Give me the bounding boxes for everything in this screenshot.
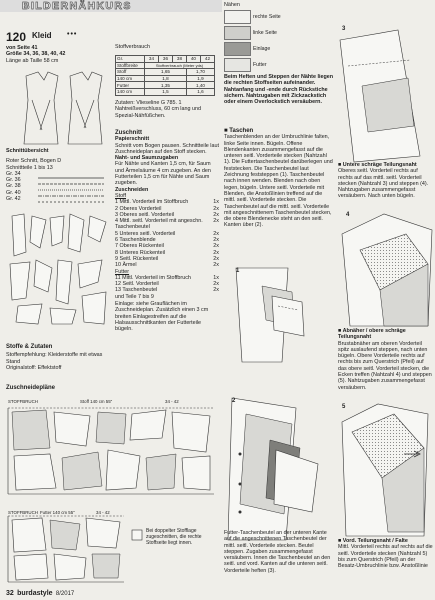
table-row bbox=[116, 88, 215, 95]
table-cell: 40 bbox=[186, 56, 200, 63]
stoff-sizes-label: 34 - 42 bbox=[165, 399, 179, 404]
naehen-heading: Nähen bbox=[224, 2, 240, 8]
legend-label-right-side: rechte Seite bbox=[253, 14, 281, 20]
futter-pieces-list bbox=[115, 275, 219, 300]
piece-qty: 2x bbox=[213, 281, 219, 288]
table-cell: 1,70 bbox=[186, 69, 214, 76]
overview-size-3: Gr. 40 bbox=[6, 189, 21, 196]
table-cell: Stoffbreite bbox=[116, 62, 145, 69]
legend-swatch-futter bbox=[224, 58, 251, 72]
difficulty-rating: ••• bbox=[67, 31, 78, 38]
figure-3-number: 3 bbox=[342, 26, 346, 32]
size-info bbox=[6, 45, 106, 64]
table-cell: 140 cm bbox=[116, 88, 145, 95]
vord-heading: ■ Vord. Teilungsnaht / Falte bbox=[338, 538, 408, 544]
figure-2 bbox=[226, 394, 334, 542]
piece-qty: 2x bbox=[213, 205, 219, 212]
table-row bbox=[116, 75, 215, 82]
pattern-title: Kleid bbox=[32, 31, 52, 40]
papierschnitt-text: Schnitt vom Bogen pausen. Schnittteile laut Zuschneideplan auf den Stoff stecken. bbox=[115, 142, 219, 155]
schraeg-heading: ■ Untere schräge Teilungsnaht bbox=[338, 162, 417, 168]
legend-swatch bbox=[132, 530, 144, 542]
futter-subheading: Futter bbox=[115, 268, 130, 275]
table-cell: 1,9 bbox=[186, 75, 214, 82]
piece-qty: 2x bbox=[213, 262, 219, 269]
zuschnitt-section bbox=[115, 130, 219, 333]
piece-qty: 2x bbox=[213, 211, 219, 218]
table-cell: 1,6 bbox=[186, 88, 214, 95]
piece-name: 13 Taschenbeutel bbox=[115, 287, 158, 294]
legend-label-futter: Futter bbox=[253, 62, 267, 68]
issue-number: 8/2017 bbox=[55, 591, 75, 597]
overview-heading: Schnittübersicht bbox=[6, 148, 49, 154]
cutting-heading: Zuschneidepläne bbox=[6, 385, 56, 391]
overview-roter: Roter Schnitt, Bogen D bbox=[6, 158, 62, 165]
figure-4-number: 4 bbox=[346, 212, 350, 218]
naht-heading: Naht- und Saumzugaben bbox=[115, 155, 179, 162]
vord-section bbox=[338, 538, 433, 569]
consumption-table bbox=[115, 55, 215, 96]
table-cell: 140 cm bbox=[116, 75, 145, 82]
piece-name: und Teile 7 bis 9 bbox=[115, 293, 154, 300]
zuschnitt-heading: Zuschnitt bbox=[115, 130, 142, 136]
stoffbruch-label-1: STOFFBRUCH bbox=[8, 399, 38, 404]
overview-size-0: Gr. 34 bbox=[6, 170, 21, 177]
cutting-layout-futter bbox=[6, 510, 126, 586]
fabric-recommendation: Stoffempfehlung: Kleiderstoffe mit etwas Stand bbox=[6, 352, 103, 365]
figure-1 bbox=[232, 266, 332, 366]
naht-text: Für Nähte und Kanten 1,5 cm, für Saum und Ärmelsäume 4 cm zugeben. An den Futterteilen 1,5 cm für Nähte und Saum zugeben. bbox=[115, 161, 211, 187]
page-footer bbox=[6, 590, 74, 597]
figure-5 bbox=[338, 402, 433, 538]
size-line-samples bbox=[24, 170, 106, 206]
abnaeher-text: Brustabnäher am oberen Vorderteil spitz auslaufend steppen, nach unten bügeln. Obere Vorderteile rechts auf rechts bis zum Querstrich (Pfeil) auf das obere seitl. Vorderteil stecken, die Ecken treffen (Nahtzahl 4) und steppen (5). Nahtzugaben zusammengefasst versäubern. bbox=[338, 340, 432, 391]
table-cell: Gr. bbox=[116, 56, 145, 63]
table-header-row bbox=[116, 56, 215, 63]
futter-sizes-label: 34 - 42 bbox=[96, 510, 110, 515]
einlage-text: Einlage: siehe Grauflächen im Zuschneideplan. Zusätzlich einen 3 cm breiten Einlagestreifen auf die Halsausschnittkanten der Futterteile bügeln. bbox=[115, 301, 209, 333]
futter-beutel-text: Futter-Taschenbeutel an der unteren Kante auf die angeschnittenen Taschenbeutel der mittl. seitl. Vorderteile stecken. Beutel steppen. Zugaben zusammengefasst versäubern. Innen die Taschenbeutel an den seitl. und vord. Kanten auf die unteren seitl. Vorderteile heften (3). bbox=[224, 530, 331, 574]
piece-name: 5 Unteres seitl. Vorderteil bbox=[115, 230, 176, 237]
legend-label-left-side: linke Seite bbox=[253, 30, 277, 36]
piece-name: 7 Oberes Rückenteil bbox=[115, 243, 164, 250]
abnaeher-section bbox=[338, 328, 433, 391]
legend-swatch-right-side bbox=[224, 10, 251, 24]
table-cell: 38 bbox=[172, 56, 186, 63]
piece-name: 4 Mittl. seitl. Vorderteil mit angeschn. Taschenbeutel bbox=[115, 218, 203, 231]
legend-label-einlage: Einlage bbox=[253, 46, 271, 52]
pattern-pieces-overview bbox=[6, 212, 111, 327]
table-row bbox=[116, 69, 215, 76]
piece-qty: 1x bbox=[213, 199, 219, 206]
taschen-heading: ■ Taschen bbox=[224, 128, 254, 134]
zutaten-text: Zutaten: Vlieseline G 785. 1 Nahtreißverschluss, 60 cm lang und Spezial-Nähfüßchen. bbox=[115, 100, 201, 119]
table-row bbox=[116, 62, 215, 69]
size-line-3: Länge ab Taille 58 cm bbox=[6, 57, 59, 64]
piece-qty: 2x bbox=[213, 237, 219, 244]
overview-size-1: Gr. 36 bbox=[6, 177, 21, 184]
stoff-subheading: Stoff bbox=[115, 192, 126, 199]
piece-name: 6 Taschenblende bbox=[115, 237, 156, 244]
size-line-1: von Seite 41 bbox=[6, 45, 38, 51]
piece-qty: 1x bbox=[213, 274, 219, 281]
schraeg-text: Oberes seitl. Vorderteil rechts auf rechts auf das mittl. seitl. Vorderteil stecken (Nahtzahl 3) und steppen (4). Nahtzugaben zusammengefasst versäubern. Nach unten bügeln. bbox=[338, 168, 429, 200]
figure-2-number: 2 bbox=[232, 398, 236, 404]
stoffbruch-label-2: STOFFBRUCH bbox=[8, 510, 38, 515]
table-row bbox=[116, 82, 215, 89]
table-cell: 36 bbox=[158, 56, 172, 63]
cutting-section bbox=[6, 385, 216, 391]
table-cell: Stoff bbox=[116, 69, 145, 76]
list-item bbox=[115, 218, 219, 231]
fabric-section bbox=[6, 344, 106, 371]
figure-4 bbox=[340, 210, 433, 328]
table-cell: 1,65 bbox=[145, 69, 187, 76]
pattern-number: 120 bbox=[6, 30, 27, 44]
list-item bbox=[115, 294, 219, 300]
section-title: BILDERNÄHKURS bbox=[22, 0, 132, 12]
table-cell: 1,40 bbox=[186, 82, 214, 89]
table-cell: 1,35 bbox=[145, 82, 187, 89]
overview-size-2: Gr. 38 bbox=[6, 183, 21, 190]
fabric-heading: Stoffe & Zutaten bbox=[6, 344, 53, 350]
table-cell: 34 bbox=[145, 56, 159, 63]
piece-name: 2 Oberes Vorderteil bbox=[115, 205, 162, 212]
size-line-2: Größe 34, 36, 38, 40, 42 bbox=[6, 51, 66, 58]
table-cell: 1,8 bbox=[145, 75, 187, 82]
table-cell: 1,5 bbox=[145, 88, 187, 95]
piece-qty: 2x bbox=[213, 218, 219, 225]
stoffverbrauch-heading: Stoffverbrauch bbox=[115, 44, 150, 50]
piece-name: 12 Seitl. Vorderteil bbox=[115, 281, 159, 288]
brand-name: burdastyle bbox=[17, 590, 53, 597]
figure-5-number: 5 bbox=[342, 404, 346, 410]
dress-sketch bbox=[18, 70, 108, 150]
vord-text: Mittl. Vorderteil rechts auf rechts auf die seitl. Vorderteile stecken (Nahtzahl 5) bis zum Querstrich (Pfeil) an der Besatz-Umbruchlinie bzw. Anstoßlinie bbox=[338, 544, 433, 570]
taschen-text: Taschenblenden an der Umbruchlinie falten, linke Seite innen. Bügeln. Offene Blendenkanten zusammengefasst auf die unteren seitl. Vorderteile stecken (Nahtzahl 1). Die Futtertaschenbeutel darüberlegen und feststecken. Die Taschenbeutel laut Zeichnung feststeppen (1). Taschenbeutel nach innen wenden. Blenden nach oben legen, bügeln. Untere seitl. Vorderteile mit Blenden, die Anstoßlinien treffend auf die mittl. seitl. Vorderteile stecken. Die Taschenbeutel auf die mittl. seitl. Vorderteile mit angeschnittenem Taschenbeutel stecken, die obere Blendenecke steht an den seitl. Kanten über (2). bbox=[224, 134, 333, 229]
piece-name: 3 Oberes seitl. Vorderteil bbox=[115, 211, 175, 218]
page-number: 32 bbox=[6, 590, 14, 597]
piece-name: 8 Unteres Rückenteil bbox=[115, 249, 166, 256]
piece-qty: 2x bbox=[213, 255, 219, 262]
piece-qty: 2x bbox=[213, 230, 219, 237]
table-cell: Stoffverbrauch (Meter yds) bbox=[145, 62, 215, 69]
piece-name: 10 Ärmel bbox=[115, 262, 137, 269]
abnaeher-heading: ■ Abnäher / obere schräge Teilungsnaht bbox=[338, 328, 406, 341]
piece-name: 1 Mittl. Vorderteil im Stoffbruch bbox=[115, 199, 189, 206]
fabric-original: Originalstoff: Effektstoff bbox=[6, 364, 62, 371]
legend-swatch-left-side bbox=[224, 26, 251, 40]
table-cell: Futter bbox=[116, 82, 145, 89]
figure-1-number: 1 bbox=[236, 268, 240, 274]
piece-name: 9 Seitl. Rückenteil bbox=[115, 255, 159, 262]
overview-teile: Schnittteile 1 bis 13 bbox=[6, 164, 53, 171]
legend-swatch-einlage bbox=[224, 42, 251, 56]
papierschnitt-heading: Papierschnitt bbox=[115, 136, 150, 143]
cutting-layout-stoff bbox=[6, 398, 216, 498]
section-header bbox=[0, 0, 222, 12]
zuschneiden-heading: Zuschneiden bbox=[115, 186, 149, 193]
stoff-width-label: Stoff 140 cm 55" bbox=[80, 399, 113, 404]
cutting-legend: Bei doppelter Stofflage zugeschnitten, die rechte Stoffseite liegt innen. bbox=[146, 528, 202, 546]
piece-qty: 2x bbox=[213, 243, 219, 250]
piece-qty: 2x bbox=[213, 287, 219, 294]
table-cell: 42 bbox=[200, 56, 214, 63]
futter-width-label: Futter 140 cm 55" bbox=[40, 510, 75, 515]
taschen-section bbox=[224, 128, 334, 229]
piece-qty: 2x bbox=[213, 249, 219, 256]
naehen-intro: Beim Heften und Steppen der Nähte liegen die rechten Stoffseiten aufeinander. Nahtanfang und -ende durch Rückstiche sichern. Nahtzugaben mit Zickzackstich oder einem Overlockstich versäubern. bbox=[224, 74, 334, 106]
piece-name: 11 Mittl. Vorderteil im Stoffbruch bbox=[115, 274, 191, 281]
figure-3 bbox=[338, 26, 433, 166]
overview-size-4: Gr. 42 bbox=[6, 196, 21, 203]
schraeg-section bbox=[338, 162, 433, 200]
stoff-pieces-list bbox=[115, 199, 219, 268]
